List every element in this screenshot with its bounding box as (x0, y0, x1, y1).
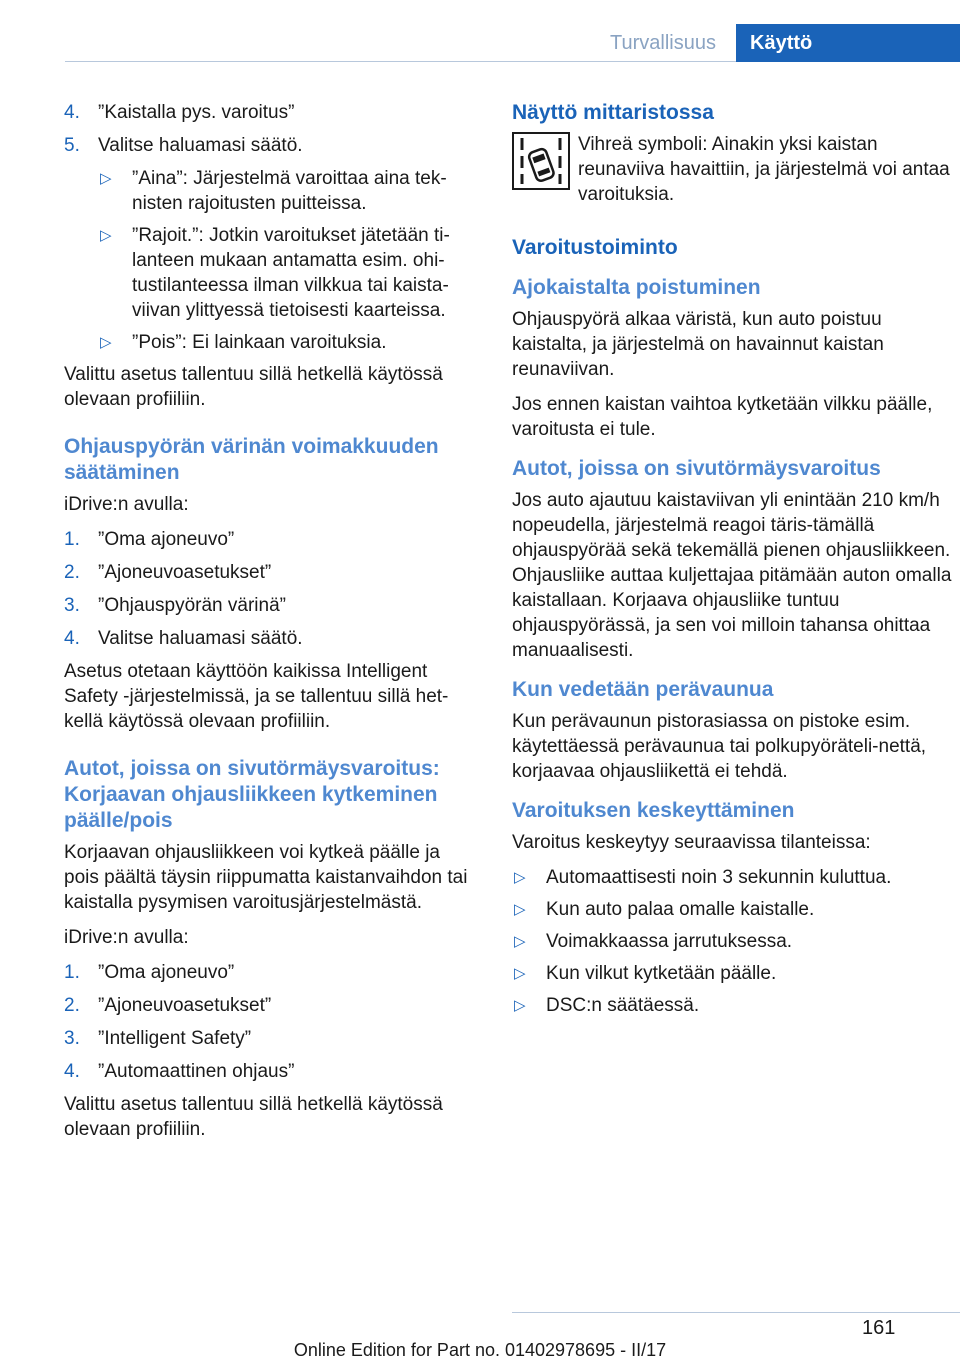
list-item: ▷ Voimakkaassa jarrutuksessa. (514, 931, 793, 952)
subsection-heading: Kun vedetään perävaunua (512, 678, 774, 701)
step-item: 1. ”Oma ajoneuvo” (64, 529, 235, 550)
symbol-row (512, 132, 958, 207)
paragraph: iDrive:n avulla: (64, 927, 189, 948)
list-item: ▷ DSC:n säätäessä. (514, 995, 700, 1016)
list-item: ▷ Automaattisesti noin 3 sekunnin kuluttua. (514, 867, 892, 888)
list-item: ▷ ”Aina”: Järjestelmä varoittaa aina tek-nisten rajoitusten puitteissa. (100, 168, 447, 214)
list-item: ▷ Kun auto palaa omalle kaistalle. (514, 899, 815, 920)
triangle-bullet-icon: ▷ (514, 901, 526, 918)
lane-departure-symbol-icon (512, 132, 570, 190)
page-number: 161 (862, 1317, 896, 1339)
left-column (64, 100, 468, 1142)
option-list (98, 166, 468, 355)
list-item: ▷ Kun vilkut kytketään päälle. (514, 963, 777, 984)
list-item: ▷ ”Pois”: Ei lainkaan varoituksia. (100, 332, 387, 353)
step-item: 5. Valitse haluamasi säätö. (64, 135, 303, 156)
triangle-bullet-icon: ▷ (100, 334, 112, 351)
step-item: 4. ”Automaattinen ohjaus” (64, 1061, 295, 1082)
steps-list (64, 527, 468, 651)
paragraph: Valittu asetus tallentuu sillä hetkellä käytössä olevaan profiiliin. (64, 1094, 443, 1140)
subsection-heading: Varoituksen keskeyttäminen (512, 799, 795, 822)
paragraph: Kun perävaunun pistorasiassa on pistoke esim. käytettäessä perävaunua tai polkupyöräteli-nettä, korjaavaa ohjausliikettä ei tehdä. (512, 711, 927, 782)
triangle-bullet-icon: ▷ (514, 933, 526, 950)
step-item: 1. ”Oma ajoneuvo” (64, 962, 235, 983)
step-item: 3. ”Ohjauspyörän värinä” (64, 595, 286, 616)
triangle-bullet-icon: ▷ (514, 997, 526, 1014)
step-item: 2. ”Ajoneuvoasetukset” (64, 995, 272, 1016)
footer-rule (512, 1312, 960, 1313)
paragraph: Jos auto ajautuu kaistaviivan yli enintään 210 km/h nopeudella, järjestelmä reagoi täris-tämällä ohjauspyörää sekä tekemällä pienen ohjausliikkeen. Ohjausliike auttaa kuljettajaa pitämään auton omalla kaistallaan. Korjaava ohjausliike tuntuu ohjauspyörässä, ja sen voi milloin tahansa ohittaa manuaalisesti. (512, 490, 952, 661)
section-heading: Näyttö mittaristossa (512, 101, 714, 124)
section-heading: Autot, joissa on sivutörmäysvaroitus: Korjaavan ohjausliikkeen kytkeminen päälle/pois (64, 757, 440, 832)
right-column (512, 100, 958, 1025)
subsection-heading: Autot, joissa on sivutörmäysvaroitus (512, 457, 881, 480)
steps-list (64, 960, 468, 1084)
paragraph: Ohjauspyörä alkaa väristä, kun auto poistuu kaistalta, ja järjestelmä on havainnut kaistan reunaviivan. (512, 309, 884, 380)
subsection-heading: Ajokaistalta poistuminen (512, 276, 761, 299)
paragraph: Jos ennen kaistan vaihtoa kytketään vilkku päälle, varoitusta ei tule. (512, 394, 933, 440)
section-heading: Ohjauspyörän värinän voimakkuuden säätäminen (64, 435, 439, 484)
step-item: 2. ”Ajoneuvoasetukset” (64, 562, 272, 583)
bullet-list (512, 865, 958, 1018)
step-item: 4. ”Kaistalla pys. varoitus” (64, 102, 295, 123)
paragraph: Valittu asetus tallentuu sillä hetkellä käytössä olevaan profiiliin. (64, 364, 443, 410)
list-item: ▷ ”Rajoit.”: Jotkin varoitukset jätetään ti-lanteen mukaan antamatta esim. ohi-tustilanteessa ilman vilkkua tai kaista-viivan ylittyessä tietoisesti kaarteissa. (100, 225, 450, 321)
paragraph: Vihreä symboli: Ainakin yksi kaistan reunaviiva havaittiin, ja järjestelmä voi antaa varoituksia. (578, 134, 950, 205)
tab-kaytto[interactable]: Käyttö (736, 24, 960, 62)
triangle-bullet-icon: ▷ (514, 965, 526, 982)
step-item: 3. ”Intelligent Safety” (64, 1028, 252, 1049)
triangle-bullet-icon: ▷ (100, 170, 112, 187)
triangle-bullet-icon: ▷ (514, 869, 526, 886)
paragraph: iDrive:n avulla: (64, 494, 189, 515)
edition-footer: Online Edition for Part no. 01402978695 - II/17 (293, 1340, 667, 1360)
tab-turvallisuus[interactable]: Turvallisuus (610, 32, 716, 54)
step-item: 4. Valitse haluamasi säätö. (64, 628, 303, 649)
paragraph: Asetus otetaan käyttöön kaikissa Intelligent Safety -järjestelmissä, ja se tallentuu sillä het-kellä käytössä olevaan profiiliin. (64, 661, 449, 732)
paragraph: Varoitus keskeytyy seuraavissa tilanteissa: (512, 832, 871, 853)
triangle-bullet-icon: ▷ (100, 227, 112, 244)
section-heading: Varoitustoiminto (512, 236, 678, 259)
paragraph: Korjaavan ohjausliikkeen voi kytkeä päälle ja pois päältä täysin riippumatta kaistanvaihdon tai kaistalla pysymisen varoitusjärjestelmästä. (64, 842, 468, 913)
